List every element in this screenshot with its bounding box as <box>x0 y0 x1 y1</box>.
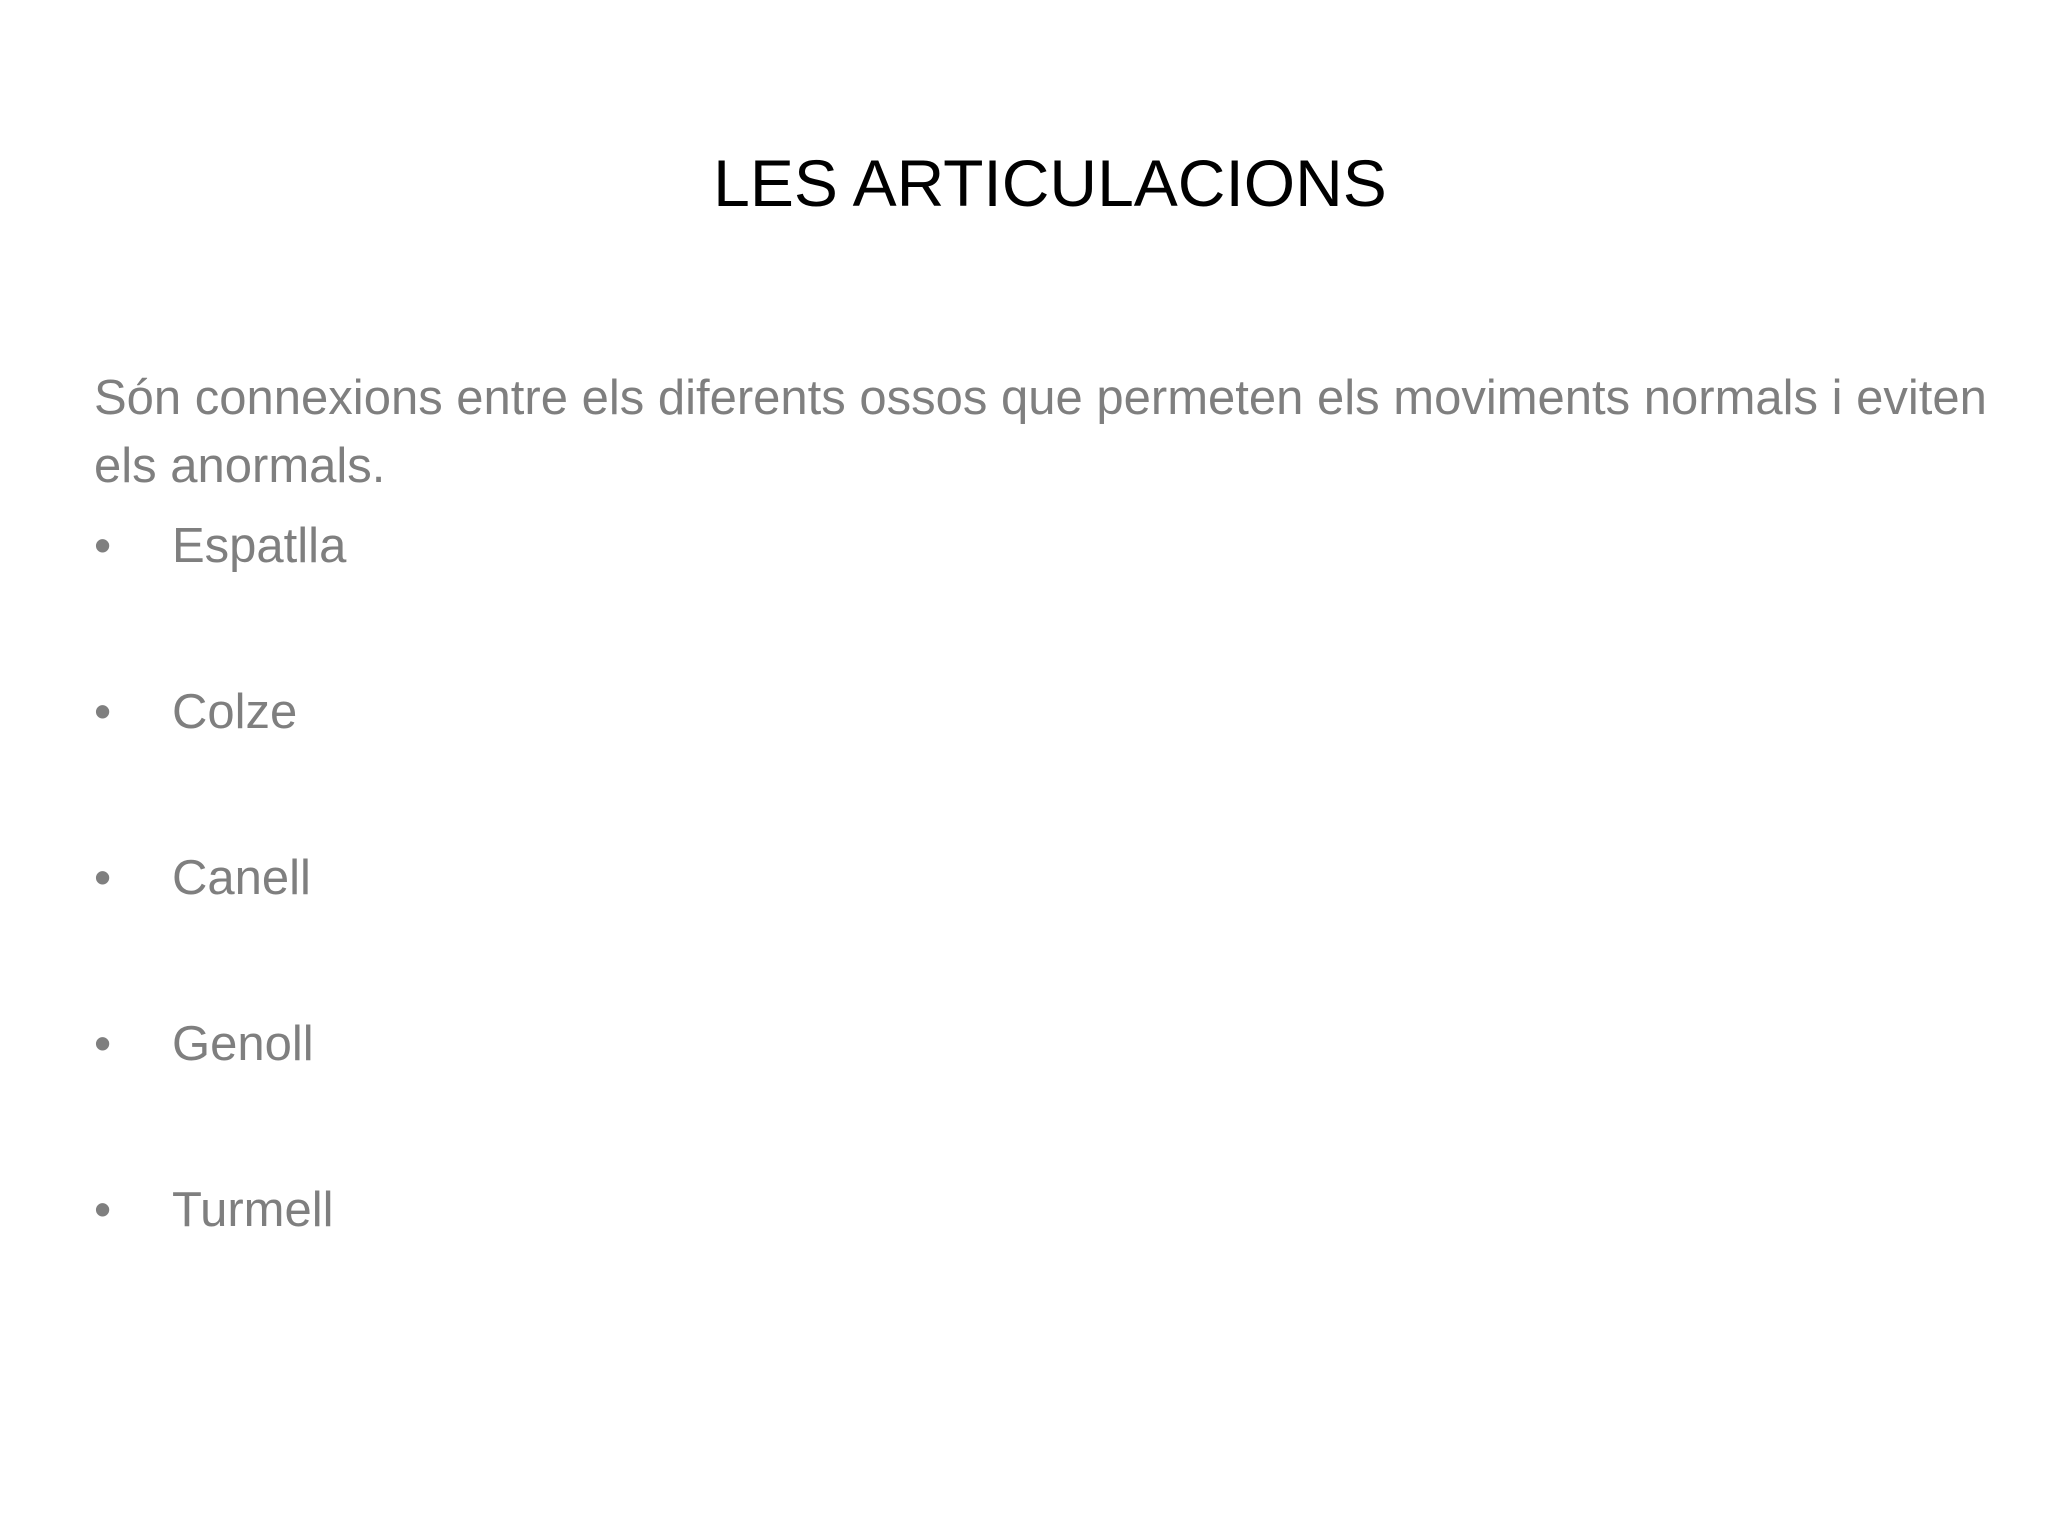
bullet-icon: • <box>94 685 112 739</box>
bullet-icon: • <box>94 851 112 905</box>
list-item-label: Genoll <box>172 1017 314 1071</box>
intro-paragraph: Són connexions entre els diferents ossos que permeten els moviments normals i eviten els anormals. <box>94 371 1987 493</box>
list-item-label: Canell <box>172 851 311 905</box>
bullet-icon: • <box>94 519 112 573</box>
list-item-label: Colze <box>172 685 298 739</box>
list-item-label: Espatlla <box>172 519 347 573</box>
list-item-label: Turmell <box>172 1183 334 1237</box>
bullet-icon: • <box>94 1183 112 1237</box>
slide-title: LES ARTICULACIONS <box>713 146 1387 220</box>
bullet-icon: • <box>94 1017 112 1071</box>
